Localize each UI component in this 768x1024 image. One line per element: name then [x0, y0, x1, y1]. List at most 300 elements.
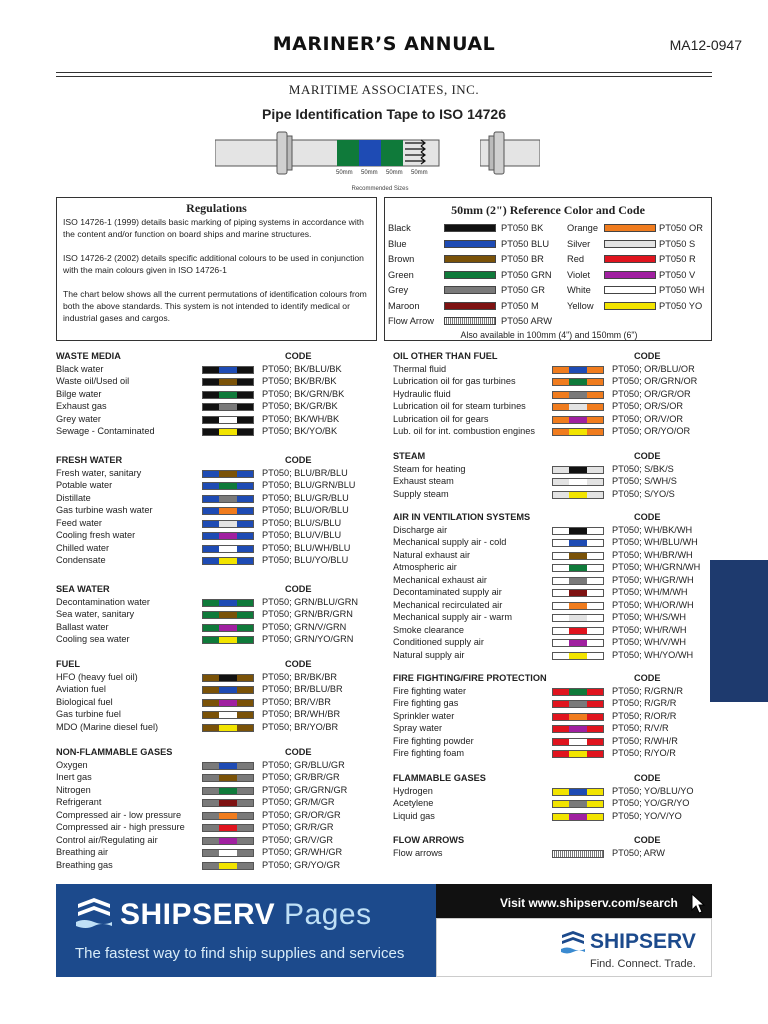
row-code: PT050; BR/WH/BR — [262, 709, 341, 719]
row-code: PT050; GR/YO/GR — [262, 859, 341, 870]
tape-band — [569, 714, 587, 720]
tape-band — [219, 404, 237, 410]
row-label: Lubrication oil for gears — [393, 413, 489, 424]
code-column-header: CODE — [285, 747, 312, 757]
pipe-size-label: 50mm — [336, 170, 353, 176]
table-row — [393, 723, 722, 736]
tape-band — [553, 528, 569, 534]
table-row — [393, 637, 722, 650]
tape-swatch — [202, 416, 254, 424]
tape-band — [553, 615, 569, 621]
row-label: Compressed air - high pressure — [56, 822, 185, 832]
table-row — [393, 612, 722, 625]
table-row — [393, 489, 722, 502]
section-title: SEA WATER — [56, 584, 110, 594]
table-row — [56, 389, 372, 402]
tape-band — [553, 789, 569, 795]
row-label: Oxygen — [56, 759, 88, 770]
table-row — [56, 835, 372, 848]
tape-swatch — [202, 403, 254, 411]
table-row — [56, 597, 372, 610]
row-label: Steam for heating — [393, 463, 466, 474]
code-column-header: CODE — [634, 835, 661, 845]
table-row — [393, 798, 722, 811]
row-label: MDO (Marine diesel fuel) — [56, 721, 159, 732]
tape-band — [203, 483, 219, 489]
row-code: PT050; OR/GR/OR — [612, 388, 691, 399]
row-label: Atmospheric air — [393, 562, 457, 572]
tape-band — [237, 850, 253, 856]
row-code: PT050; BK/GR/BK — [262, 401, 338, 411]
reference-color-code: PT050 ARW — [501, 316, 552, 326]
row-label: Control air/Regulating air — [56, 834, 158, 845]
tape-swatch — [202, 545, 254, 553]
row-label: Fire fighting foam — [393, 748, 464, 758]
table-row — [393, 600, 722, 613]
row-label: Decontaminated supply air — [393, 587, 502, 597]
tape-band — [203, 712, 219, 718]
tape-band — [553, 689, 569, 695]
tape-band — [569, 789, 587, 795]
tape-band — [237, 496, 253, 502]
table-row — [56, 822, 372, 835]
row-code: PT050; GR/WH/GR — [262, 847, 343, 857]
table-row — [56, 505, 372, 518]
tape-band — [569, 540, 587, 546]
tape-band — [219, 600, 237, 606]
row-label: Supply steam — [393, 488, 449, 499]
tape-swatch — [202, 674, 254, 682]
table-row — [56, 810, 372, 823]
tape-band — [237, 863, 253, 869]
tape-band — [203, 521, 219, 527]
table-row — [56, 709, 372, 722]
tape-band — [587, 479, 603, 485]
tape-band — [219, 838, 237, 844]
tape-band — [203, 825, 219, 831]
tape-band — [553, 429, 569, 435]
row-code: PT050; WH/YO/WH — [612, 649, 694, 660]
table-row — [393, 464, 722, 477]
reference-title: 50mm (2") Reference Color and Code — [451, 203, 645, 217]
tape-swatch — [202, 624, 254, 632]
tape-band — [219, 496, 237, 502]
tape-swatch — [202, 520, 254, 528]
tape-band — [219, 687, 237, 693]
reference-color-name: Yellow — [567, 300, 594, 311]
tape-swatch — [552, 478, 604, 486]
tape-swatch — [552, 725, 604, 733]
row-code: PT050; R/GRN/R — [612, 685, 683, 696]
tape-band — [569, 801, 587, 807]
reference-color-swatch — [604, 224, 656, 232]
ad-brand-name: SHIPSERV — [120, 898, 276, 931]
header-rule-thin — [56, 76, 712, 77]
code-column-header: CODE — [634, 451, 661, 461]
tape-band — [237, 700, 253, 706]
tape-band — [587, 653, 603, 659]
tape-band — [237, 417, 253, 423]
table-row — [393, 537, 722, 550]
row-label: Ballast water — [56, 621, 109, 632]
tape-swatch — [552, 552, 604, 560]
tape-band — [219, 558, 237, 564]
tape-band — [237, 404, 253, 410]
table-row — [56, 847, 372, 860]
table-row — [393, 562, 722, 575]
reference-color-name: White — [567, 285, 591, 295]
tape-band — [237, 521, 253, 527]
row-label: Sewage - Contaminated — [56, 426, 155, 436]
tape-band — [237, 625, 253, 631]
tape-swatch — [202, 428, 254, 436]
table-row — [393, 748, 722, 761]
row-label: Breathing air — [56, 847, 109, 857]
tape-swatch — [202, 849, 254, 857]
tape-band — [569, 392, 587, 398]
reference-color-name: Maroon — [388, 300, 420, 311]
tape-band — [219, 788, 237, 794]
row-code: PT050; S/WH/S — [612, 476, 677, 486]
reference-color-code: PT050 V — [659, 269, 696, 280]
table-row — [56, 797, 372, 810]
row-code: PT050; BLU/S/BLU — [262, 517, 342, 528]
tape-swatch — [202, 482, 254, 490]
row-code: PT050; GRN/BR/GRN — [262, 609, 353, 619]
tape-band — [203, 367, 219, 373]
row-label: Mechanical exhaust air — [393, 574, 487, 585]
section-title: FLAMMABLE GASES — [393, 773, 486, 783]
code-column-header: CODE — [634, 512, 661, 522]
table-row — [56, 785, 372, 798]
tape-swatch — [552, 800, 604, 808]
table-row — [393, 414, 722, 427]
tape-swatch — [552, 627, 604, 635]
reference-color-name: Violet — [567, 269, 591, 280]
tape-band — [587, 429, 603, 435]
tape-swatch — [202, 686, 254, 694]
tape-swatch — [552, 391, 604, 399]
row-code: PT050; WH/BK/WH — [612, 524, 693, 535]
tape-band — [219, 637, 237, 643]
row-code: PT050; GR/OR/GR — [262, 809, 341, 820]
tape-band — [587, 689, 603, 695]
row-code: PT050; BLU/OR/BLU — [262, 505, 349, 515]
table-row — [56, 672, 372, 685]
row-label: Thermal fluid — [393, 363, 447, 374]
regulations-paragraph: ISO 14726-1 (1999) details basic marking of piping systems in accordance with the content and/or function on board ships and marine structures. — [63, 217, 364, 240]
table-row — [393, 525, 722, 538]
tape-swatch — [552, 416, 604, 424]
ad-visit-link[interactable]: Visit www.shipserv.com/search — [500, 896, 678, 910]
row-code: PT050; BLU/BR/BLU — [262, 467, 348, 478]
table-row — [393, 426, 722, 439]
tape-band — [553, 379, 569, 385]
tape-band — [587, 467, 603, 473]
tape-swatch — [202, 837, 254, 845]
row-label: Decontamination water — [56, 596, 150, 607]
reference-color-code: PT050 GR — [501, 285, 545, 295]
tape-swatch — [552, 614, 604, 622]
tape-band — [587, 392, 603, 398]
tape-swatch — [202, 599, 254, 607]
reference-color-swatch — [444, 240, 496, 248]
tape-swatch — [552, 428, 604, 436]
table-row — [393, 575, 722, 588]
tape-swatch — [552, 577, 604, 585]
row-code: PT050; R/V/R — [612, 723, 669, 733]
tape-band — [219, 533, 237, 539]
table-row — [393, 786, 722, 799]
reference-color-swatch — [444, 317, 496, 325]
tape-swatch — [552, 378, 604, 386]
row-label: Natural supply air — [393, 649, 465, 660]
tape-swatch — [202, 495, 254, 503]
tape-band — [219, 471, 237, 477]
tape-swatch — [552, 688, 604, 696]
table-row — [56, 376, 372, 389]
ad-logo-tagline: Find. Connect. Trade. — [590, 958, 696, 970]
row-label: Natural exhaust air — [393, 549, 471, 560]
reference-color-swatch — [604, 255, 656, 263]
tape-swatch — [202, 470, 254, 478]
tape-band — [587, 640, 603, 646]
table-row — [56, 414, 372, 427]
row-label: Potable water — [56, 480, 113, 490]
reference-color-name: Brown — [388, 254, 415, 264]
tape-band — [237, 379, 253, 385]
tape-band — [569, 565, 587, 571]
tape-band — [553, 540, 569, 546]
section-title: FIRE FIGHTING/FIRE PROTECTION — [393, 673, 547, 683]
row-label: Discharge air — [393, 524, 448, 535]
tape-band — [219, 417, 237, 423]
table-row — [56, 530, 372, 543]
row-label: Waste oil/Used oil — [56, 376, 130, 386]
ad-tagline: The fastest way to find ship supplies and services — [75, 945, 405, 962]
table-row — [393, 401, 722, 414]
row-code: PT050; BK/WH/BK — [262, 413, 340, 424]
tape-band — [237, 675, 253, 681]
reference-color-code: PT050 R — [659, 254, 696, 264]
pipe-illustration-right — [480, 128, 540, 178]
table-row — [56, 364, 372, 377]
row-label: Sea water, sanitary — [56, 609, 135, 619]
tape-band — [203, 379, 219, 385]
document-title: Pipe Identification Tape to ISO 14726 — [261, 106, 507, 122]
row-label: Sprinkler water — [393, 710, 455, 721]
table-row — [393, 476, 722, 489]
tape-band — [219, 863, 237, 869]
tape-band — [553, 726, 569, 732]
reference-color-swatch — [444, 255, 496, 263]
row-label: Biological fuel — [56, 696, 113, 707]
tape-band — [587, 404, 603, 410]
tape-band — [237, 546, 253, 552]
pipe-illustration — [215, 128, 440, 178]
tape-band — [237, 429, 253, 435]
tape-band — [219, 546, 237, 552]
row-label: Chilled water — [56, 542, 110, 553]
row-label: Fire fighting water — [393, 685, 467, 696]
row-label: Gas turbine wash water — [56, 505, 153, 515]
tape-band — [553, 417, 569, 423]
tape-swatch — [552, 527, 604, 535]
tape-band — [569, 603, 587, 609]
tape-band — [553, 578, 569, 584]
reference-color-swatch — [604, 271, 656, 279]
row-code: PT050; S/BK/S — [612, 463, 674, 474]
tape-band — [237, 392, 253, 398]
table-row — [393, 650, 722, 663]
row-code: PT050; R/WH/R — [612, 735, 678, 746]
row-code: PT050; R/OR/R — [612, 710, 677, 721]
row-code: PT050; GR/M/GR — [262, 797, 335, 807]
tape-band — [203, 429, 219, 435]
tape-band — [587, 751, 603, 757]
tape-band — [203, 637, 219, 643]
tape-swatch — [552, 713, 604, 721]
tape-band — [219, 813, 237, 819]
tape-swatch — [552, 539, 604, 547]
row-code: PT050; GR/GRN/GR — [262, 784, 348, 795]
row-code: PT050; BLU/WH/BLU — [262, 542, 351, 553]
tape-band — [203, 533, 219, 539]
tape-band — [569, 689, 587, 695]
tape-swatch — [202, 799, 254, 807]
pipe-size-label: 50mm — [361, 170, 378, 176]
row-code: PT050; WH/R/WH — [612, 624, 687, 635]
tape-band — [553, 701, 569, 707]
table-row — [56, 609, 372, 622]
table-row — [56, 426, 372, 439]
row-label: Hydraulic fluid — [393, 388, 451, 399]
tape-swatch — [552, 491, 604, 499]
tape-band — [219, 625, 237, 631]
tape-swatch — [202, 378, 254, 386]
tape-band — [587, 367, 603, 373]
tape-swatch — [552, 788, 604, 796]
reference-color-code: PT050 WH — [659, 285, 705, 295]
side-tab — [710, 560, 768, 702]
issue-number: MA12-0947 — [669, 37, 742, 53]
tape-band — [569, 590, 587, 596]
tape-swatch — [202, 611, 254, 619]
regulations-paragraph: ISO 14726-2 (2002) details specific additional colours to be used in conjunction with the main colours given in ISO 14726-1 — [63, 252, 364, 276]
row-label: Smoke clearance — [393, 624, 464, 635]
tape-band — [569, 429, 587, 435]
reference-color-name: Orange — [567, 223, 599, 233]
row-code: PT050; WH/GRN/WH — [612, 562, 701, 572]
regulations-box — [56, 197, 377, 341]
tape-band — [569, 479, 587, 485]
tape-band — [587, 628, 603, 634]
row-code: PT050; GRN/BLU/GRN — [262, 596, 358, 607]
reference-color-code: PT050 M — [501, 300, 539, 311]
tape-band — [237, 558, 253, 564]
tape-band — [237, 687, 253, 693]
reference-color-swatch — [604, 302, 656, 310]
tape-band — [553, 739, 569, 745]
regulations-title: Regulations — [186, 201, 247, 215]
tape-band — [587, 565, 603, 571]
table-row — [393, 711, 722, 724]
tape-band — [569, 814, 587, 820]
row-code: PT050; BR/BLU/BR — [262, 684, 343, 694]
row-code: PT050; BK/YO/BK — [262, 426, 338, 436]
row-code: PT050; BLU/GRN/BLU — [262, 480, 356, 490]
table-row — [56, 493, 372, 506]
tape-band — [237, 367, 253, 373]
reference-color-name: Green — [388, 269, 414, 280]
row-code: PT050; ARW — [612, 847, 665, 858]
tape-band — [203, 392, 219, 398]
tape-swatch — [552, 813, 604, 821]
row-label: Hydrogen — [393, 785, 433, 796]
row-label: HFO (heavy fuel oil) — [56, 671, 138, 682]
row-code: PT050; OR/GRN/OR — [612, 376, 698, 386]
row-label: Feed water — [56, 517, 102, 528]
tape-band — [587, 814, 603, 820]
pipe-size-label: 50mm — [411, 170, 428, 176]
tape-band — [587, 590, 603, 596]
tape-band — [219, 675, 237, 681]
tape-swatch — [202, 774, 254, 782]
tape-band — [569, 404, 587, 410]
row-label: Flow arrows — [393, 847, 443, 858]
tape-swatch — [202, 762, 254, 770]
tape-band — [569, 653, 587, 659]
tape-band — [587, 615, 603, 621]
row-label: Inert gas — [56, 772, 92, 782]
table-row — [56, 622, 372, 635]
row-code: PT050; OR/BLU/OR — [612, 363, 695, 374]
tape-band — [553, 565, 569, 571]
row-code: PT050; BLU/V/BLU — [262, 530, 342, 540]
reference-color-swatch — [444, 286, 496, 294]
tape-band — [203, 813, 219, 819]
tape-band — [569, 417, 587, 423]
tape-band — [237, 813, 253, 819]
regulations-text — [57, 216, 376, 325]
tape-band — [219, 521, 237, 527]
tape-swatch — [202, 532, 254, 540]
tape-band — [237, 508, 253, 514]
table-row — [56, 543, 372, 556]
tape-band — [587, 540, 603, 546]
tape-band — [203, 471, 219, 477]
row-label: Refrigerant — [56, 797, 102, 807]
tape-band — [569, 492, 587, 498]
tape-band — [569, 628, 587, 634]
row-label: Mechanical supply air - cold — [393, 537, 507, 547]
reference-color-swatch — [444, 224, 496, 232]
tape-band — [553, 553, 569, 559]
reference-color-name: Grey — [388, 285, 409, 295]
tape-band — [219, 429, 237, 435]
tape-band — [569, 751, 587, 757]
table-row — [393, 389, 722, 402]
tape-band — [219, 850, 237, 856]
table-row — [393, 376, 722, 389]
tape-band — [553, 367, 569, 373]
tape-band — [587, 701, 603, 707]
tape-band — [237, 775, 253, 781]
table-row — [393, 686, 722, 699]
row-label: Liquid gas — [393, 810, 435, 821]
tape-band — [219, 612, 237, 618]
row-code: PT050; R/YO/R — [612, 748, 676, 758]
